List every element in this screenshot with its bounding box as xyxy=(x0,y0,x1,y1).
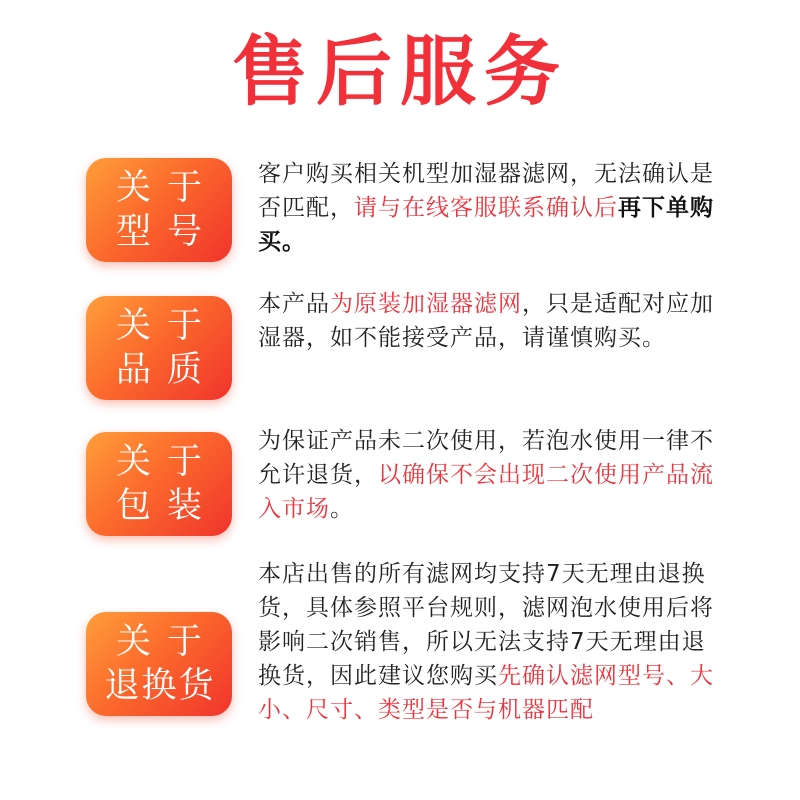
desc-highlight: 以确保不会出现二次使用产品流入市场 xyxy=(258,462,714,522)
badge-line1: 关于 xyxy=(115,442,218,482)
badge-model xyxy=(86,158,232,262)
desc-text-end: ，只是适配对应加湿器，如不能接受产品，请谨慎购买。 xyxy=(258,291,714,351)
desc-highlight: 为原装加湿器滤网 xyxy=(330,291,522,317)
badge-line2: 退换货 xyxy=(104,666,216,706)
desc-text-end: 再下单购买。 xyxy=(258,195,714,255)
badge-line2: 品质 xyxy=(115,350,218,390)
desc-packaging xyxy=(258,424,728,526)
badge-quality xyxy=(86,296,232,400)
badge-line1: 关于 xyxy=(115,168,218,208)
badge-line2: 型号 xyxy=(115,212,218,252)
desc-text: 客户购买相关机型加湿器滤网，无法确认是否匹配， xyxy=(258,161,714,221)
badge-line2: 包装 xyxy=(115,486,218,526)
badge-line1: 关于 xyxy=(115,622,218,662)
desc-text: 本店出售的所有滤网均支持7天无理由退换货，具体参照平台规则，滤网泡水使用后将影响二次销售，所以无法支持7天无理由退换货，因此建议您购买 xyxy=(258,561,714,689)
badge-line1: 关于 xyxy=(115,306,218,346)
desc-text-end: 。 xyxy=(330,496,354,522)
badge-returns xyxy=(86,612,232,716)
desc-model xyxy=(258,157,728,259)
desc-highlight: 请与在线客服联系确认后 xyxy=(354,195,618,221)
desc-quality xyxy=(258,287,728,355)
page-title: 售后服务 xyxy=(232,27,568,116)
desc-returns xyxy=(258,557,728,727)
desc-text: 为保证产品未二次使用，若泡水使用一律不允许退货， xyxy=(258,428,714,488)
badge-packaging xyxy=(86,432,232,536)
desc-highlight: 先确认滤网型号、大小、尺寸、类型是否与机器匹配 xyxy=(258,663,714,723)
desc-text: 本产品 xyxy=(258,291,330,317)
